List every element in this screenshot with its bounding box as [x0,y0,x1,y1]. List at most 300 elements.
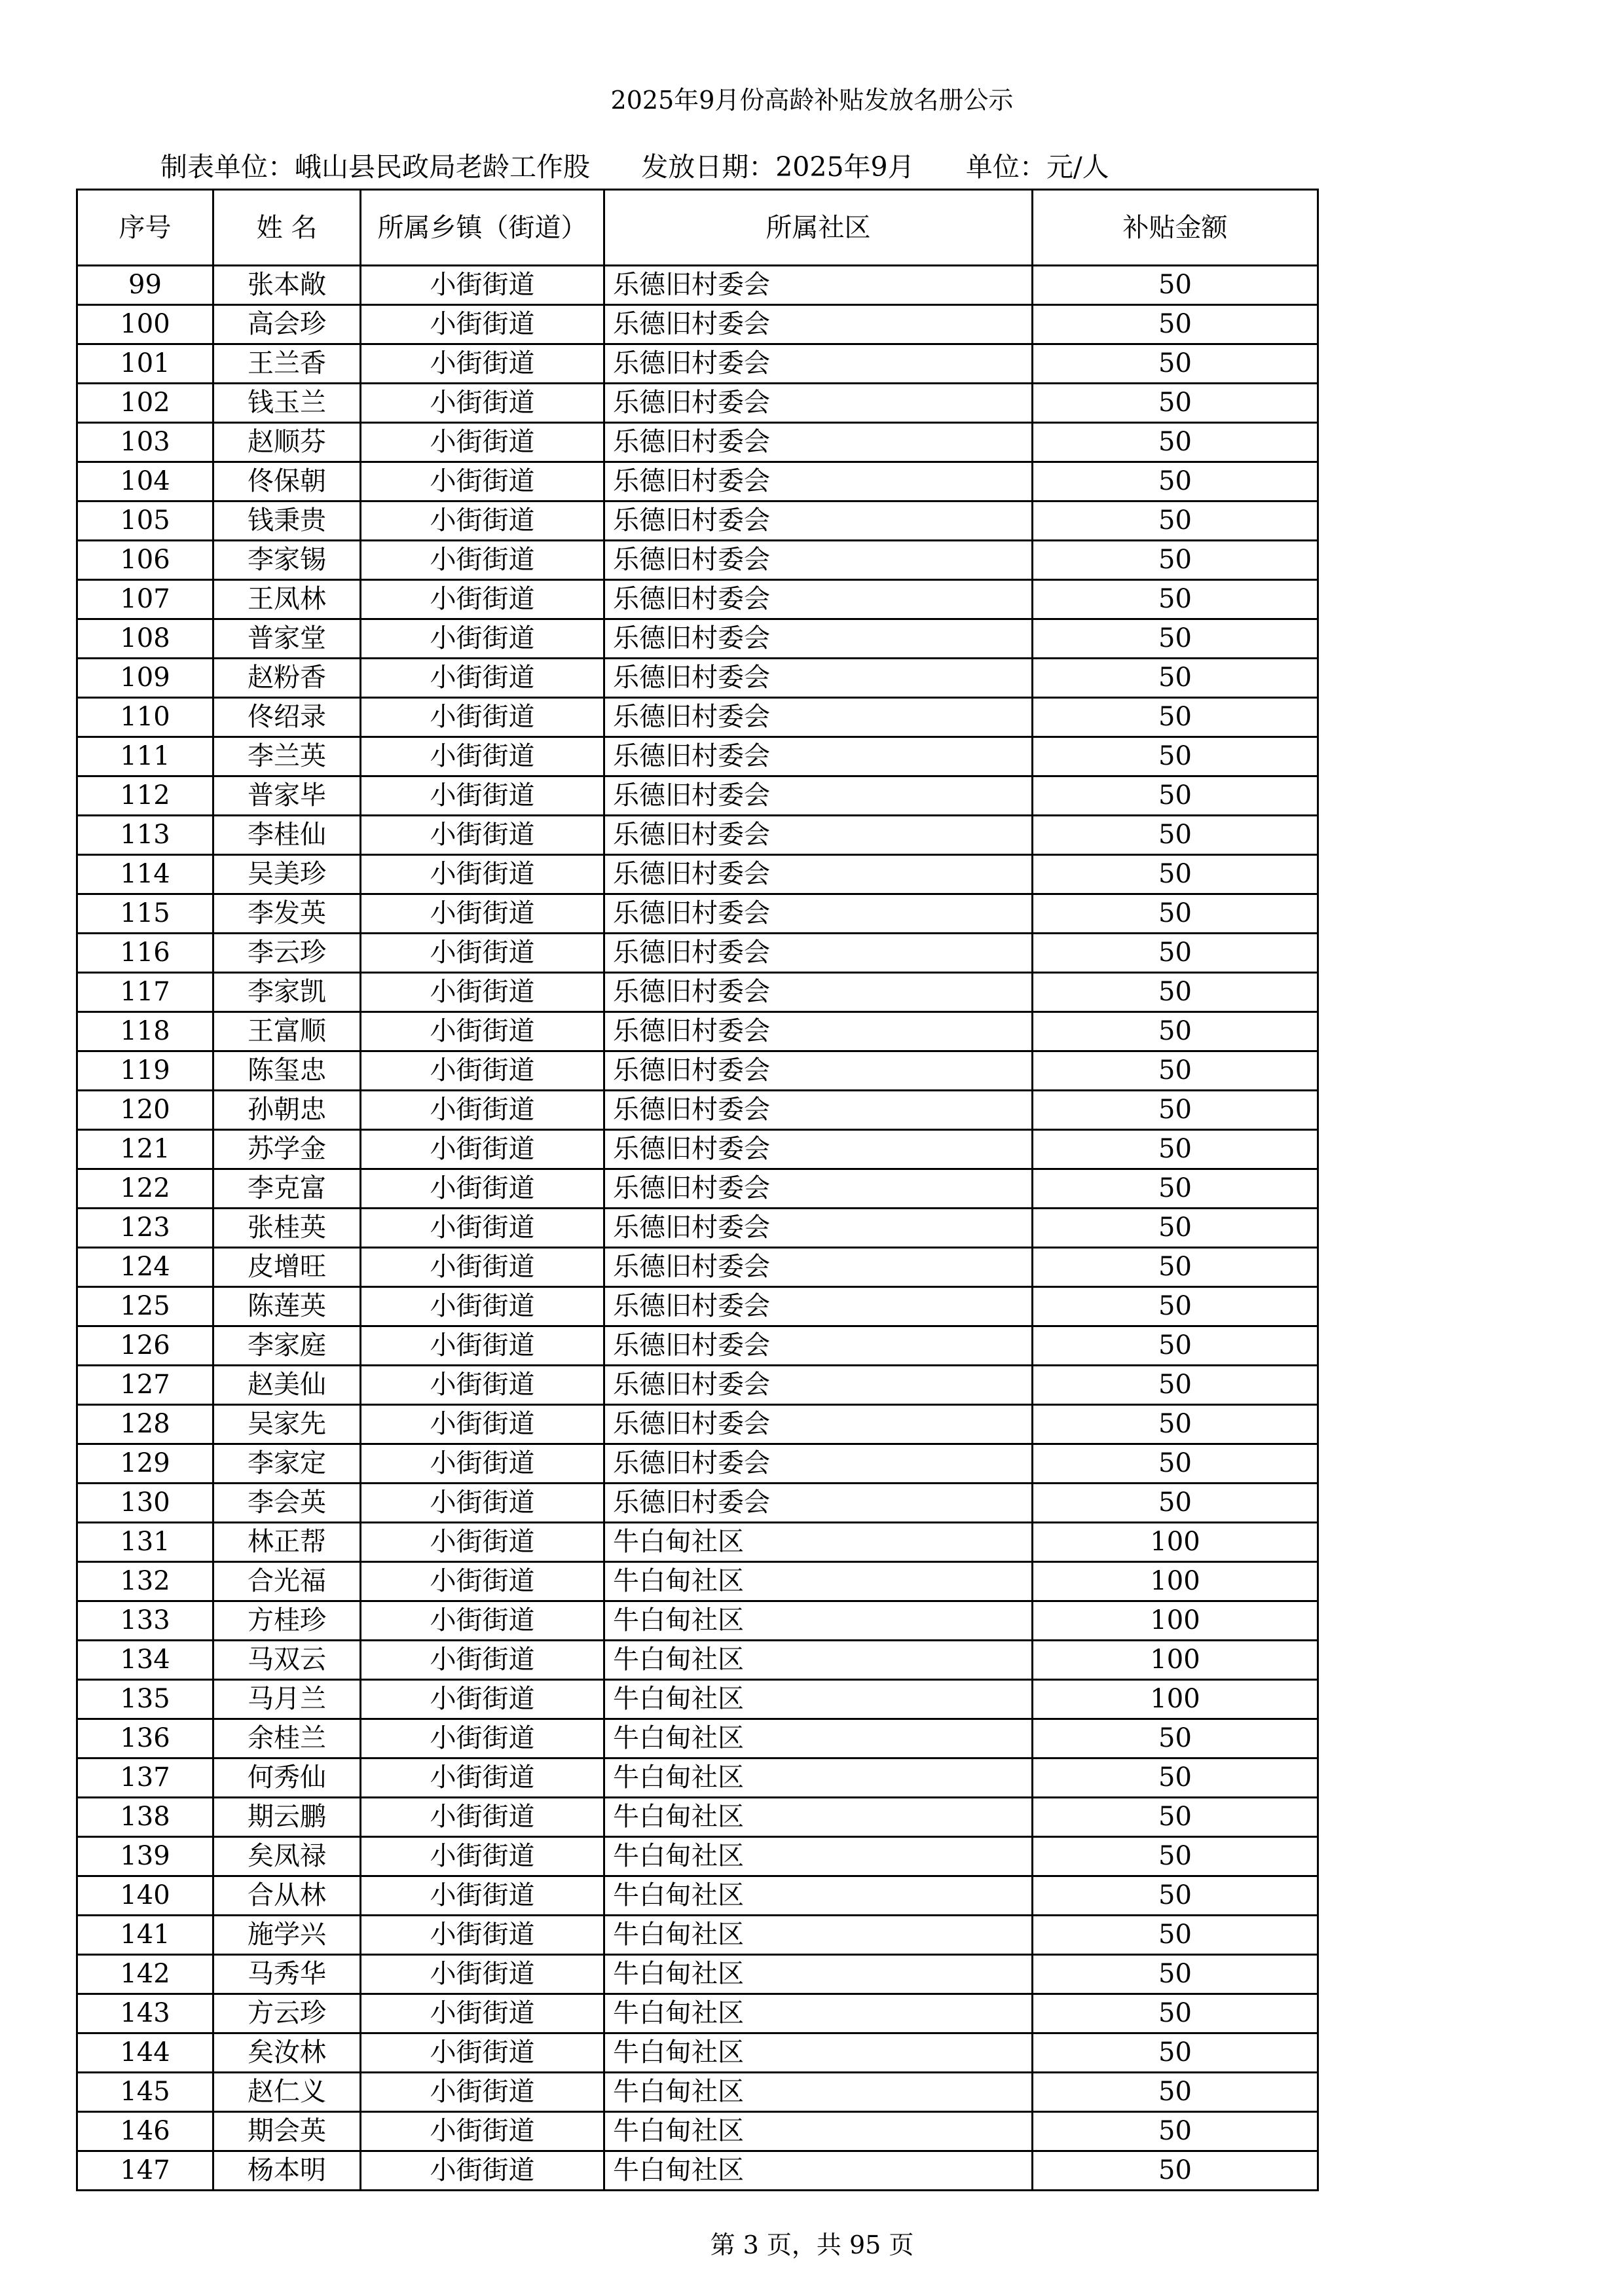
issue-date: 发放日期：2025年9月 [641,151,915,183]
row-name: 王富顺 [213,1012,361,1051]
row-amount: 50 [1033,1130,1318,1169]
table-row [77,1680,1318,1719]
row-town: 小街街道 [361,2151,604,2191]
row-name: 张本敞 [213,266,361,305]
row-amount: 50 [1033,816,1318,855]
row-amount: 100 [1033,1601,1318,1641]
row-number: 100 [77,305,213,344]
row-amount: 50 [1033,305,1318,344]
row-amount: 50 [1033,1209,1318,1248]
row-name: 佟保朝 [213,462,361,501]
row-amount: 50 [1033,1484,1318,1523]
row-community: 乐德旧村委会 [604,855,1033,894]
row-name: 李会英 [213,1484,361,1523]
row-community: 乐德旧村委会 [604,384,1033,423]
row-community: 牛白甸社区 [604,1916,1033,1955]
row-town: 小街街道 [361,541,604,580]
row-community: 乐德旧村委会 [604,737,1033,776]
table-row [77,266,1318,305]
row-number: 126 [77,1326,213,1366]
row-number: 128 [77,1405,213,1444]
table-row [77,580,1318,619]
currency-unit: 单位：元/人 [965,151,1109,183]
row-number: 121 [77,1130,213,1169]
row-amount: 50 [1033,1169,1318,1209]
row-name: 余桂兰 [213,1719,361,1758]
row-town: 小街街道 [361,384,604,423]
row-community: 乐德旧村委会 [604,266,1033,305]
row-amount: 100 [1033,1562,1318,1601]
row-town: 小街街道 [361,423,604,462]
row-town: 小街街道 [361,2112,604,2151]
row-community: 乐德旧村委会 [604,1091,1033,1130]
row-town: 小街街道 [361,580,604,619]
row-community: 乐德旧村委会 [604,1169,1033,1209]
row-name: 矣汝林 [213,2033,361,2073]
table-row [77,1012,1318,1051]
table-row [77,698,1318,737]
table-row [77,1287,1318,1326]
row-name: 王兰香 [213,344,361,384]
row-number: 109 [77,659,213,698]
row-town: 小街街道 [361,1405,604,1444]
row-number: 123 [77,1209,213,1248]
row-number: 110 [77,698,213,737]
row-town: 小街街道 [361,2073,604,2112]
row-number: 134 [77,1641,213,1680]
table-row [77,305,1318,344]
row-name: 孙朝忠 [213,1091,361,1130]
row-number: 138 [77,1798,213,1837]
row-name: 矣凤禄 [213,1837,361,1876]
row-community: 乐德旧村委会 [604,344,1033,384]
row-community: 乐德旧村委会 [604,462,1033,501]
row-community: 牛白甸社区 [604,2033,1033,2073]
row-name: 陈莲英 [213,1287,361,1326]
table-row [77,659,1318,698]
row-community: 牛白甸社区 [604,1562,1033,1601]
row-community: 乐德旧村委会 [604,305,1033,344]
table-header-row [77,190,1318,266]
row-town: 小街街道 [361,1287,604,1326]
table-row [77,2151,1318,2191]
table-row [77,1444,1318,1484]
row-community: 牛白甸社区 [604,1680,1033,1719]
row-name: 李家定 [213,1444,361,1484]
row-community: 乐德旧村委会 [604,1287,1033,1326]
row-amount: 50 [1033,1798,1318,1837]
row-town: 小街街道 [361,737,604,776]
row-town: 小街街道 [361,1680,604,1719]
row-amount: 50 [1033,384,1318,423]
row-amount: 50 [1033,1405,1318,1444]
table-row [77,1758,1318,1798]
row-town: 小街街道 [361,1051,604,1091]
row-town: 小街街道 [361,1837,604,1876]
row-amount: 50 [1033,2112,1318,2151]
row-town: 小街街道 [361,1876,604,1916]
row-amount: 50 [1033,698,1318,737]
row-town: 小街街道 [361,462,604,501]
row-town: 小街街道 [361,894,604,934]
row-number: 142 [77,1955,213,1994]
row-number: 113 [77,816,213,855]
row-amount: 50 [1033,1444,1318,1484]
row-name: 马双云 [213,1641,361,1680]
row-town: 小街街道 [361,266,604,305]
row-name: 张桂英 [213,1209,361,1248]
row-name: 普家毕 [213,776,361,816]
header-amount: 补贴金额 [1033,190,1318,266]
row-number: 101 [77,344,213,384]
row-number: 111 [77,737,213,776]
row-name: 杨本明 [213,2151,361,2191]
row-community: 乐德旧村委会 [604,659,1033,698]
row-number: 146 [77,2112,213,2151]
row-number: 129 [77,1444,213,1484]
row-name: 期会英 [213,2112,361,2151]
row-town: 小街街道 [361,776,604,816]
row-community: 乐德旧村委会 [604,1366,1033,1405]
table-row [77,2073,1318,2112]
row-number: 135 [77,1680,213,1719]
row-town: 小街街道 [361,1326,604,1366]
row-town: 小街街道 [361,1484,604,1523]
row-amount: 50 [1033,973,1318,1012]
row-number: 140 [77,1876,213,1916]
row-community: 乐德旧村委会 [604,1012,1033,1051]
row-community: 牛白甸社区 [604,1641,1033,1680]
row-community: 乐德旧村委会 [604,973,1033,1012]
table-row [77,1876,1318,1916]
row-amount: 50 [1033,423,1318,462]
row-number: 104 [77,462,213,501]
row-name: 吴美珍 [213,855,361,894]
row-community: 乐德旧村委会 [604,619,1033,659]
table-row [77,1837,1318,1876]
row-amount: 50 [1033,1994,1318,2033]
row-town: 小街街道 [361,501,604,541]
table-row [77,1130,1318,1169]
row-amount: 50 [1033,1051,1318,1091]
table-row [77,1641,1318,1680]
row-name: 何秀仙 [213,1758,361,1798]
table-row [77,541,1318,580]
row-number: 102 [77,384,213,423]
row-community: 乐德旧村委会 [604,1484,1033,1523]
issuing-unit: 制表单位：峨山县民政局老龄工作股 [160,151,590,183]
row-name: 赵顺芬 [213,423,361,462]
row-community: 牛白甸社区 [604,1798,1033,1837]
row-number: 137 [77,1758,213,1798]
row-name: 林正帮 [213,1523,361,1562]
row-number: 120 [77,1091,213,1130]
row-community: 牛白甸社区 [604,1719,1033,1758]
row-amount: 50 [1033,855,1318,894]
row-name: 李桂仙 [213,816,361,855]
row-number: 130 [77,1484,213,1523]
row-town: 小街街道 [361,934,604,973]
row-community: 牛白甸社区 [604,1955,1033,1994]
row-town: 小街街道 [361,1601,604,1641]
row-community: 乐德旧村委会 [604,541,1033,580]
table-row [77,1994,1318,2033]
row-amount: 50 [1033,2033,1318,2073]
row-name: 施学兴 [213,1916,361,1955]
table-row [77,973,1318,1012]
table-row [77,855,1318,894]
table-row [77,619,1318,659]
row-town: 小街街道 [361,2033,604,2073]
table-row [77,1955,1318,1994]
row-amount: 50 [1033,659,1318,698]
row-town: 小街街道 [361,1091,604,1130]
table-row [77,1719,1318,1758]
row-town: 小街街道 [361,1169,604,1209]
row-community: 乐德旧村委会 [604,1444,1033,1484]
row-number: 115 [77,894,213,934]
header-name: 姓 名 [213,190,361,266]
table-row [77,2033,1318,2073]
row-town: 小街街道 [361,1523,604,1562]
info-line [160,145,1109,184]
row-name: 李家锡 [213,541,361,580]
row-name: 皮增旺 [213,1248,361,1287]
row-town: 小街街道 [361,659,604,698]
row-community: 牛白甸社区 [604,1523,1033,1562]
row-amount: 50 [1033,776,1318,816]
header-community: 所属社区 [604,190,1033,266]
header-town: 所属乡镇（街道） [361,190,604,266]
row-amount: 50 [1033,1916,1318,1955]
row-name: 李家庭 [213,1326,361,1366]
row-town: 小街街道 [361,1719,604,1758]
row-number: 105 [77,501,213,541]
row-number: 127 [77,1366,213,1405]
row-amount: 50 [1033,737,1318,776]
table-row [77,2112,1318,2151]
row-number: 139 [77,1837,213,1876]
row-number: 118 [77,1012,213,1051]
row-name: 马秀华 [213,1955,361,1994]
row-amount: 50 [1033,1248,1318,1287]
row-number: 116 [77,934,213,973]
row-town: 小街街道 [361,816,604,855]
row-community: 乐德旧村委会 [604,776,1033,816]
row-number: 141 [77,1916,213,1955]
row-town: 小街街道 [361,619,604,659]
row-amount: 50 [1033,1758,1318,1798]
row-name: 赵粉香 [213,659,361,698]
row-name: 吴家先 [213,1405,361,1444]
table-row [77,1523,1318,1562]
row-number: 125 [77,1287,213,1326]
row-number: 144 [77,2033,213,2073]
row-number: 119 [77,1051,213,1091]
row-town: 小街街道 [361,1641,604,1680]
page-footer: 第 3 页，共 95 页 [710,2231,914,2259]
row-community: 乐德旧村委会 [604,1326,1033,1366]
row-town: 小街街道 [361,973,604,1012]
row-name: 佟绍录 [213,698,361,737]
row-number: 122 [77,1169,213,1209]
row-town: 小街街道 [361,1209,604,1248]
row-amount: 50 [1033,1719,1318,1758]
row-name: 马月兰 [213,1680,361,1719]
row-amount: 50 [1033,1876,1318,1916]
row-town: 小街街道 [361,1994,604,2033]
table-row [77,1798,1318,1837]
row-number: 124 [77,1248,213,1287]
row-name: 李云珍 [213,934,361,973]
document-title: 2025年9月份高龄补贴发放名册公示 [610,86,1014,115]
header-no: 序号 [77,190,213,266]
row-number: 117 [77,973,213,1012]
row-number: 108 [77,619,213,659]
row-number: 133 [77,1601,213,1641]
row-name: 赵美仙 [213,1366,361,1405]
table-row [77,384,1318,423]
row-name: 李克富 [213,1169,361,1209]
row-amount: 50 [1033,462,1318,501]
row-community: 乐德旧村委会 [604,1405,1033,1444]
row-amount: 50 [1033,1287,1318,1326]
row-community: 乐德旧村委会 [604,423,1033,462]
row-amount: 50 [1033,934,1318,973]
row-community: 牛白甸社区 [604,2151,1033,2191]
table-row [77,462,1318,501]
row-community: 牛白甸社区 [604,1876,1033,1916]
row-number: 131 [77,1523,213,1562]
row-name: 方云珍 [213,1994,361,2033]
row-amount: 50 [1033,344,1318,384]
row-amount: 50 [1033,1091,1318,1130]
row-town: 小街街道 [361,1366,604,1405]
table-row [77,344,1318,384]
row-number: 103 [77,423,213,462]
row-community: 乐德旧村委会 [604,934,1033,973]
row-number: 136 [77,1719,213,1758]
row-number: 145 [77,2073,213,2112]
table-row [77,1601,1318,1641]
row-number: 107 [77,580,213,619]
row-number: 99 [77,266,213,305]
table-row [77,894,1318,934]
row-amount: 100 [1033,1680,1318,1719]
row-amount: 50 [1033,501,1318,541]
row-community: 牛白甸社区 [604,1837,1033,1876]
table-row [77,1562,1318,1601]
row-name: 普家堂 [213,619,361,659]
row-community: 乐德旧村委会 [604,1248,1033,1287]
row-town: 小街街道 [361,855,604,894]
row-community: 乐德旧村委会 [604,1209,1033,1248]
row-amount: 50 [1033,894,1318,934]
row-town: 小街街道 [361,1562,604,1601]
row-community: 牛白甸社区 [604,1758,1033,1798]
row-community: 乐德旧村委会 [604,1051,1033,1091]
row-name: 陈玺忠 [213,1051,361,1091]
row-amount: 50 [1033,2073,1318,2112]
row-amount: 50 [1033,1837,1318,1876]
table-row [77,1484,1318,1523]
row-name: 钱秉贵 [213,501,361,541]
row-town: 小街街道 [361,1798,604,1837]
row-town: 小街街道 [361,1012,604,1051]
row-community: 牛白甸社区 [604,2112,1033,2151]
row-name: 李发英 [213,894,361,934]
row-amount: 50 [1033,266,1318,305]
table-row [77,1916,1318,1955]
row-name: 李兰英 [213,737,361,776]
table-row [77,1169,1318,1209]
row-community: 乐德旧村委会 [604,894,1033,934]
row-community: 乐德旧村委会 [604,501,1033,541]
row-number: 114 [77,855,213,894]
row-number: 143 [77,1994,213,2033]
table-row [77,1209,1318,1248]
row-amount: 50 [1033,1326,1318,1366]
row-amount: 100 [1033,1641,1318,1680]
row-number: 132 [77,1562,213,1601]
table-row [77,737,1318,776]
row-name: 合光福 [213,1562,361,1601]
row-town: 小街街道 [361,1758,604,1798]
table-row [77,1248,1318,1287]
row-community: 牛白甸社区 [604,1994,1033,2033]
row-number: 106 [77,541,213,580]
row-name: 合从林 [213,1876,361,1916]
row-town: 小街街道 [361,1955,604,1994]
table-row [77,1091,1318,1130]
row-number: 112 [77,776,213,816]
subsidy-table [76,189,1319,2191]
row-amount: 50 [1033,1955,1318,1994]
table-row [77,776,1318,816]
table-row [77,423,1318,462]
row-community: 乐德旧村委会 [604,580,1033,619]
table-row [77,501,1318,541]
row-town: 小街街道 [361,698,604,737]
row-community: 牛白甸社区 [604,1601,1033,1641]
row-town: 小街街道 [361,1130,604,1169]
row-amount: 50 [1033,2151,1318,2191]
row-town: 小街街道 [361,1248,604,1287]
row-amount: 100 [1033,1523,1318,1562]
row-name: 苏学金 [213,1130,361,1169]
row-name: 王凤林 [213,580,361,619]
row-name: 方桂珍 [213,1601,361,1641]
table-body [77,266,1318,2191]
row-town: 小街街道 [361,344,604,384]
row-town: 小街街道 [361,305,604,344]
row-community: 乐德旧村委会 [604,816,1033,855]
row-amount: 50 [1033,1012,1318,1051]
row-name: 李家凯 [213,973,361,1012]
row-name: 赵仁义 [213,2073,361,2112]
table-row [77,1366,1318,1405]
row-amount: 50 [1033,1366,1318,1405]
row-amount: 50 [1033,619,1318,659]
row-name: 期云鹏 [213,1798,361,1837]
row-name: 高会珍 [213,305,361,344]
row-amount: 50 [1033,541,1318,580]
table-row [77,1051,1318,1091]
row-amount: 50 [1033,580,1318,619]
row-community: 乐德旧村委会 [604,698,1033,737]
table-row [77,1405,1318,1444]
table-row [77,934,1318,973]
